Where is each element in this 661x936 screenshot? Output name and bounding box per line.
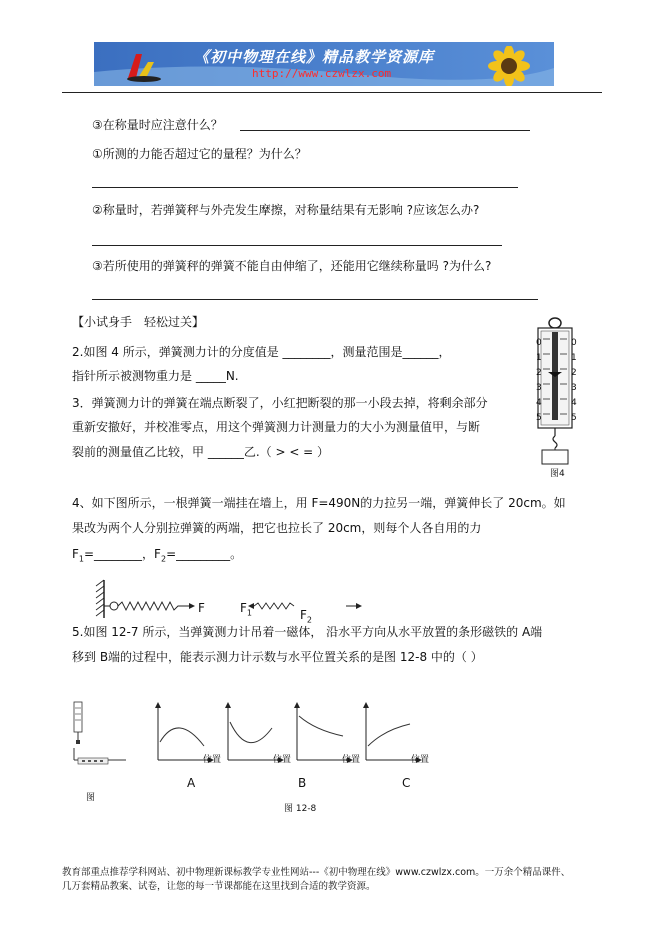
problem-3-line3: 裂前的测量值乙比较，甲 ______乙.（ > < = ） bbox=[72, 445, 330, 459]
force-f-label: F bbox=[198, 601, 205, 615]
f2-blank: =_________。 bbox=[166, 547, 243, 561]
site-logo-icon bbox=[124, 48, 164, 82]
figure-12-8-caption: 图 12-8 bbox=[284, 804, 317, 814]
force-f1-label bbox=[240, 600, 252, 621]
scale-label: 4 bbox=[536, 398, 542, 408]
scale-labels-left bbox=[536, 336, 542, 426]
header-banner bbox=[94, 42, 554, 86]
graph-axis-label: 位置 bbox=[411, 755, 430, 765]
graph-axis-label: 位置 bbox=[342, 755, 361, 765]
scale-label: 0 bbox=[536, 338, 542, 348]
f2-symbol: F bbox=[300, 608, 307, 622]
f1-symbol: F bbox=[240, 601, 247, 615]
scale-label: 5 bbox=[571, 413, 577, 423]
footer-line2: 几万套精品教案、试卷，让您的每一节课都能在这里找到合适的教学资源。 bbox=[62, 881, 376, 892]
q3-sub3: ③若所使用的弹簧秤的弹簧不能自由伸缩了，还能用它继续称量吗 ?为什么? bbox=[92, 259, 492, 273]
scale-label: 1 bbox=[571, 353, 577, 363]
problem-4-line2: 果改为两个人分别拉弹簧的两端，把它也拉长了 20cm，则每个人各自用的力 bbox=[72, 521, 482, 535]
problem-3-line2: 重新安撤好，并校准零点，用这个弹簧测力计测量力的大小为测量值甲，与断 bbox=[72, 420, 481, 434]
problem-4-line3 bbox=[72, 546, 242, 567]
f2-subscript: 2 bbox=[306, 615, 312, 625]
scale-labels-right bbox=[571, 336, 577, 426]
figure-4-spring-scale bbox=[530, 314, 584, 479]
problem-2-line1: 2.如图 4 所示，弹簧测力计的分度值是 ________，测量范围是______， bbox=[72, 345, 451, 359]
scale-label: 2 bbox=[571, 368, 577, 378]
scale-label: 3 bbox=[536, 383, 542, 393]
f1-subscript: 1 bbox=[78, 554, 84, 564]
scale-label: 1 bbox=[536, 353, 542, 363]
f1-blank: =________，F bbox=[84, 547, 161, 561]
banner-title: 《初中物理在线》精品教学资源库 bbox=[194, 48, 435, 66]
footer-line1: 教育部重点推荐学科网站、初中物理新课标教学专业性网站---《初中物理在线》www.czwlzx.com。一万余个精品课件、 bbox=[62, 867, 571, 878]
sunflower-icon bbox=[479, 46, 539, 86]
header-rule bbox=[62, 92, 602, 93]
q3-question: ③在称量时应注意什么？ bbox=[92, 118, 223, 132]
problem-4-line1: 4、如下图所示，一根弹簧一端挂在墙上，用 F=490N的力拉另一端，弹簧伸长了 20cm。如 bbox=[72, 496, 566, 510]
figure-12-7-diagram bbox=[72, 700, 130, 772]
q3-sub1: ①所测的力能否超过它的量程？为什么？ bbox=[92, 147, 307, 161]
banner-url[interactable]: http://www.czwlzx.com bbox=[252, 67, 392, 80]
scale-label: 5 bbox=[536, 413, 542, 423]
answer-line bbox=[92, 187, 518, 188]
scale-label: 0 bbox=[571, 338, 577, 348]
problem-5-line2: 移到 B端的过程中，能表示测力计示数与水平位置关系的是图 12-8 中的（ ） bbox=[72, 650, 483, 664]
problem-2-line2: 指针所示被测物重力是 _____N. bbox=[72, 369, 239, 383]
section-heading: 【小试身手 轻松过关】 bbox=[72, 315, 205, 329]
scale-label: 3 bbox=[571, 383, 577, 393]
figure-4-caption: 图4 bbox=[550, 469, 565, 479]
f1-symbol: F bbox=[72, 547, 79, 561]
problem-3-line1: 3．弹簧测力计的弹簧在端点断裂了，小红把断裂的那一小段去掉，将剩余部分 bbox=[72, 396, 488, 410]
scale-label: 2 bbox=[536, 368, 542, 378]
problem-5-line1: 5.如图 12-7 所示，当弹簧测力计吊着一磁体， 沿水平方向从水平放置的条形磁铁的 A端 bbox=[72, 625, 543, 639]
scale-label: 4 bbox=[571, 398, 577, 408]
answer-line bbox=[240, 130, 530, 131]
f2-subscript: 2 bbox=[160, 554, 167, 564]
graph-axis-label: 位置 bbox=[273, 755, 292, 765]
graph-axis-label: 位置 bbox=[203, 755, 222, 765]
spring-figure bbox=[94, 578, 384, 620]
answer-line bbox=[92, 299, 538, 300]
graph-label-b: B bbox=[298, 776, 307, 790]
graph-label-a: A bbox=[187, 776, 196, 790]
answer-line bbox=[92, 245, 502, 246]
graph-label-c: C bbox=[402, 776, 411, 790]
figure-12-7-caption: 图 bbox=[86, 793, 96, 803]
q3-sub2: ②称量时，若弹簧秤与外壳发生摩擦，对称量结果有无影响 ?应该怎么办? bbox=[92, 203, 480, 217]
f1-subscript: 1 bbox=[246, 608, 252, 618]
